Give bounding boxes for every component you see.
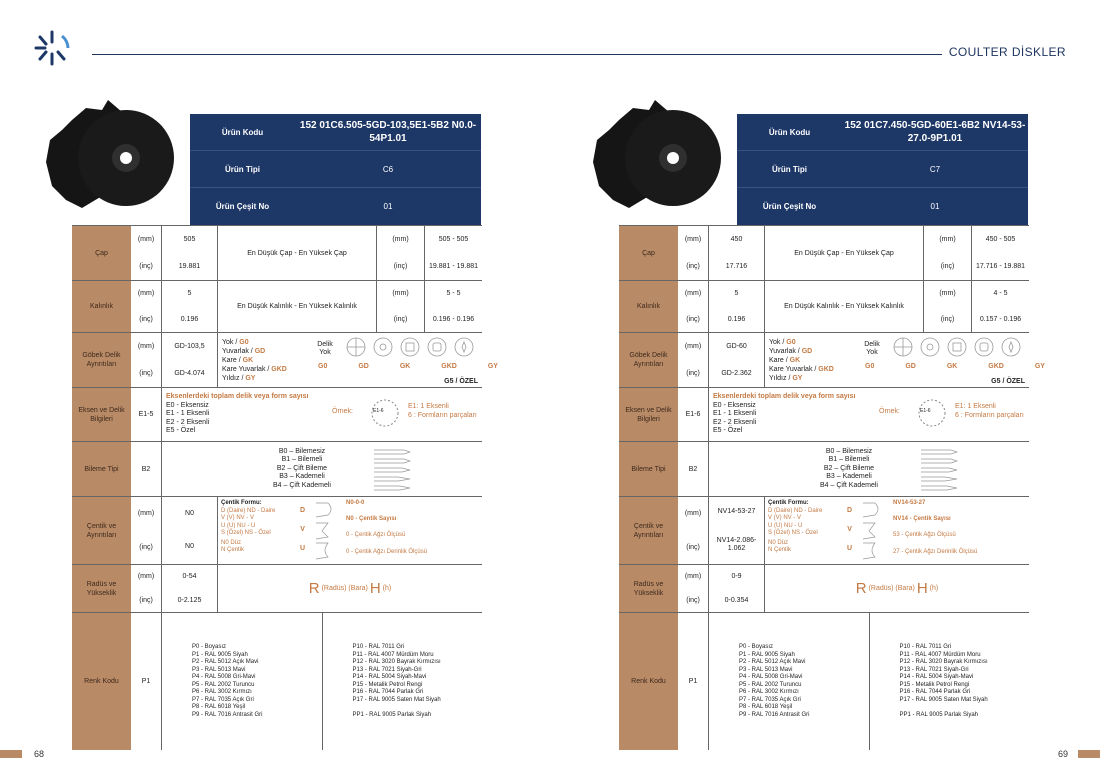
label-cesit-no: Ürün Çeşit No: [762, 202, 817, 211]
label-cesit-no: Ürün Çeşit No: [215, 202, 270, 211]
color-code: P13 - RAL 7021 Siyah-Gri: [352, 666, 422, 673]
notch-letter: V: [847, 526, 852, 533]
label-eksen: Eksen ve Delik Bilgileri: [72, 388, 131, 441]
notch-form-option: U (U) NU - U: [221, 522, 256, 529]
row-radus: Radüs ve Yükseklik (mm) (inç) 0-54 0-2.125 R (Radüs) (Bara) H (h): [72, 565, 482, 613]
axis-option: E2 - 2 Eksenli: [713, 418, 757, 426]
notch-letter: D: [847, 507, 853, 514]
hub-code: GKD: [441, 363, 457, 370]
color-code: PP1 - RAL 9005 Parlak Siyah: [899, 711, 978, 718]
color-code: P15 - Metalik Petrol Rengi: [899, 681, 970, 688]
color-code: P3 - RAL 5013 Mavi: [192, 666, 246, 673]
notch-shape-icons: [861, 501, 883, 561]
cap-inc: 19.881: [178, 263, 201, 270]
label-urun-tipi: Ürün Tipi: [225, 164, 260, 174]
page-tab-left: [0, 750, 22, 758]
axis-option: E1 - 1 Eksenli: [713, 410, 757, 418]
gobek-detail: Yok / G0 Yuvarlak / GD Kare / GK Kare Yuvarlak / GKD Yıldız / GY Delik Yok G0 GD GK GKD GY G5 / ÖZEL: [764, 333, 1029, 387]
color-code: P3 - RAL 5013 Mavi: [739, 666, 793, 673]
color-code: P1 - RAL 9005 Siyah: [192, 651, 248, 658]
notch-form-option: S (Özel) NS - Özel: [768, 530, 818, 536]
label-urun-kodu: Ürün Kodu: [768, 127, 811, 137]
product-code: 152 01C7.450-5GD-60E1-6B2 NV14-53-27.0-9P1.01: [844, 120, 1026, 144]
hub-code: GD: [905, 363, 916, 370]
label-kalinlik: Kalınlık: [619, 281, 678, 332]
hub-option: Yok / G0: [769, 338, 796, 346]
row-gobek: Göbek Delik Ayrıntıları (mm) (inç) GD-103,5 GD-4.074 Yok / G0 Yuvarlak / GD Kare / GK Kare Yuvarlak / GKD Yıldız / GY Delik Yok G0 GD GK GKD GY G5 / ÖZEL: [72, 333, 482, 388]
axis-option: E0 - Eksensiz: [713, 401, 756, 409]
header-rule: [92, 54, 942, 55]
product-variant-no: 01: [383, 202, 393, 211]
color-code: P0 - Boyasız: [739, 644, 774, 650]
hub-option: Yıldız / GY: [769, 374, 803, 382]
color-code: P7 - RAL 7035 Açık Gri: [192, 696, 254, 703]
cap-range-label: En Düşük Çap - En Yüksek Çap: [217, 226, 376, 280]
label-centik: Çentik ve Ayrıntıları: [72, 497, 131, 564]
notch-letter: V: [300, 526, 305, 533]
notch-form-option: D (Daire) ND - Daire: [768, 507, 823, 514]
label-gobek: Göbek Delik Ayrıntıları: [72, 333, 131, 387]
label-centik: Çentik ve Ayrıntıları: [619, 497, 678, 564]
color-code: P7 - RAL 7035 Açık Gri: [739, 696, 801, 703]
sharpen-option: B4 – Çift Kademeli: [820, 481, 878, 489]
notch-letter: U: [847, 545, 853, 552]
hub-code: GY: [487, 363, 498, 370]
cap-mm: 450: [730, 236, 743, 243]
label-urun-tipi: Ürün Tipi: [772, 164, 807, 174]
color-code: P6 - RAL 3002 Kırmızı: [739, 689, 799, 695]
axis-option: E5 - Özel: [166, 427, 196, 435]
hub-option: Kare Yuvarlak / GKD: [769, 365, 834, 373]
color-code: P8 - RAL 6018 Yeşil: [192, 704, 246, 710]
label-bileme: Bileme Tipi: [619, 442, 678, 496]
color-code: P1 - RAL 9005 Siyah: [739, 651, 795, 658]
sharpen-option: B3 – Kademeli: [826, 473, 872, 481]
row-eksen: Eksen ve Delik Bilgileri E1-6 Eksenlerdeki toplam delik veya form sayısı E0 - Eksensiz E1 - 1 Eksenli E2 - 2 Eksenli E5 - Özel Örnek: E1-6 E1: 1 Eksenli 6 : Formların parçaları: [619, 388, 1029, 442]
sharpen-option: B2 – Çift Bileme: [276, 464, 328, 472]
notch-form-option: U (U) NU - U: [768, 522, 803, 529]
label-renk: Renk Kodu: [72, 613, 131, 750]
row-kalinlik: Kalınlık (mm) (inç) 5 0.196 En Düşük Kalınlık - En Yüksek Kalınlık (mm) (inç) 5 - 5 0.196 - 0.196: [72, 281, 482, 333]
color-code: P2 - RAL 5012 Açık Mavi: [192, 659, 259, 665]
row-renk: Renk Kodu P1 P0 - Boyasız P1 - RAL 9005 Siyah P2 - RAL 5012 Açık Mavi P3 - RAL 5013 Mavi P4 - RAL 5008 Gri-Mavi P5 - RAL 2002 Turuncu P6 - RAL 3002 Kırmızı P7 - RAL 7035 Açık Gri P8 - RAL 6018 Yeşil P9 - RAL 7016 Antrasit Gri P10 - RAL 7011 Gri P11 - RAL 4007 Mürdüm Moru P12 - RAL 3020 Bayrak Kırmızısı P13 - RAL 7021 Siyah-Gri P14 - RAL 5004 Siyah-Mavi P15 - Metalik Petrol Rengi P16 - RAL 7044 Parlak Gri P17 - RAL 9005 Saten Mat Siyah PP1 - RAL 9005 Parlak Siyah: [72, 613, 482, 750]
row-kalinlik: Kalınlık (mm) (inç) 5 0.196 En Düşük Kalınlık - En Yüksek Kalınlık (mm) (inç) 4 - 5 0.157 - 0.196: [619, 281, 1029, 333]
color-code: P5 - RAL 2002 Turuncu: [739, 681, 802, 688]
color-code: P15 - Metalik Petrol Rengi: [352, 681, 423, 688]
hub-option: Kare Yuvarlak / GKD: [222, 365, 287, 373]
page-tab-right: [1078, 750, 1100, 758]
label-kalinlik: Kalınlık: [72, 281, 131, 332]
axis-option: E1 - 1 Eksenli: [166, 410, 210, 418]
color-code: [353, 704, 441, 712]
cap-range-label: En Düşük Çap - En Yüksek Çap: [764, 226, 923, 280]
coulter-disc-image: [42, 100, 202, 220]
notch-form-option: S (Özel) NS - Özel: [221, 530, 271, 536]
hub-code: GK: [946, 363, 958, 370]
color-code: P2 - RAL 5012 Açık Mavi: [739, 659, 806, 665]
axis-option: E5 - Özel: [713, 427, 743, 435]
page-number-left: 68: [34, 749, 45, 759]
label-urun-kodu: Ürün Kodu: [221, 127, 264, 137]
color-code: P5 - RAL 2002 Turuncu: [192, 681, 255, 688]
row-bileme: Bileme Tipi B2 B0 – Bilemesiz B1 – Bilemeli B2 – Çift Bileme B3 – Kademeli B4 – Çift Kademeli: [619, 442, 1029, 497]
color-code: P13 - RAL 7021 Siyah-Gri: [899, 666, 969, 673]
hub-shape-icons: [346, 337, 486, 357]
color-code: P6 - RAL 3002 Kırmızı: [192, 689, 252, 695]
product-type: C6: [382, 164, 394, 174]
hub-option: Kare / GK: [222, 356, 254, 364]
label-eksen: Eksen ve Delik Bilgileri: [619, 388, 678, 441]
row-radus: Radüs ve Yükseklik (mm) (inç) 0-9 0-0.354 R (Radüs) (Bara) H (h): [619, 565, 1029, 613]
row-cap: Çap (mm) (inç) 505 19.881 En Düşük Çap - En Yüksek Çap (mm) (inç) 505 - 505 19.881 - 19.881: [72, 226, 482, 281]
color-code: P14 - RAL 5004 Siyah-Mavi: [352, 674, 427, 680]
hub-option: Yuvarlak / GD: [769, 347, 813, 355]
color-code: P12 - RAL 3020 Bayrak Kırmızısı: [352, 659, 441, 665]
gobek-detail: Yok / G0 Yuvarlak / GD Kare / GK Kare Yuvarlak / GKD Yıldız / GY Delik Yok G0 GD GK GKD GY G5 / ÖZEL: [217, 333, 482, 387]
sharpen-option: B0 – Bilemesiz: [278, 447, 326, 455]
color-code: P17 - RAL 9005 Saten Mat Siyah: [899, 696, 988, 703]
color-code: P16 - RAL 7044 Parlak Gri: [352, 689, 424, 695]
color-code: P10 - RAL 7011 Gri: [899, 644, 952, 650]
hub-option: Yok / G0: [222, 338, 249, 346]
color-code: PP1 - RAL 9005 Parlak Siyah: [352, 711, 431, 718]
sharpen-option: B1 – Bilemeli: [281, 456, 323, 464]
product-type: C7: [929, 164, 941, 174]
cap-mm: 505: [183, 236, 196, 243]
notch-form-option: V (V) NV - V: [768, 515, 802, 521]
brand-logo-icon: [32, 28, 72, 68]
notch-form-option: D (Daire) ND - Daire: [221, 507, 276, 514]
sharpen-option: B1 – Bilemeli: [828, 456, 870, 464]
row-cap: Çap (mm) (inç) 450 17.716 En Düşük Çap - En Yüksek Çap (mm) (inç) 450 - 505 17.716 - 19.881: [619, 226, 1029, 281]
notch-shape-icons: [314, 501, 336, 561]
row-renk: Renk Kodu P1 P0 - Boyasız P1 - RAL 9005 Siyah P2 - RAL 5012 Açık Mavi P3 - RAL 5013 Mavi P4 - RAL 5008 Gri-Mavi P5 - RAL 2002 Turuncu P6 - RAL 3002 Kırmızı P7 - RAL 7035 Açık Gri P8 - RAL 6018 Yeşil P9 - RAL 7016 Antrasit Gri P10 - RAL 7011 Gri P11 - RAL 4007 Mürdüm Moru P12 - RAL 3020 Bayrak Kırmızısı P13 - RAL 7021 Siyah-Gri P14 - RAL 5004 Siyah-Mavi P15 - Metalik Petrol Rengi P16 - RAL 7044 Parlak Gri P17 - RAL 9005 Saten Mat Siyah PP1 - RAL 9005 Parlak Siyah: [619, 613, 1029, 750]
hub-code: GKD: [988, 363, 1004, 370]
color-code: P16 - RAL 7044 Parlak Gri: [899, 689, 971, 695]
product-header: [737, 114, 1028, 225]
product-code: 152 01C6.505-5GD-103,5E1-5B2 N0.0-54P1.01: [299, 120, 477, 144]
page-number-right: 69: [1058, 749, 1069, 759]
sharpen-option: B4 – Çift Kademeli: [273, 481, 331, 489]
spec-table: [72, 225, 498, 750]
color-code: P11 - RAL 4007 Mürdüm Moru: [899, 651, 981, 658]
sharpen-option: B0 – Bilemesiz: [825, 447, 873, 455]
label-renk: Renk Kodu: [619, 613, 678, 750]
row-bileme: Bileme Tipi B2 B0 – Bilemesiz B1 – Bilemeli B2 – Çift Bileme B3 – Kademeli B4 – Çift Kademeli: [72, 442, 482, 497]
hub-code: GD: [358, 363, 369, 370]
notch-letter: D: [300, 507, 306, 514]
color-code: P0 - Boyasız: [192, 644, 227, 650]
color-code: P8 - RAL 6018 Yeşil: [739, 704, 793, 710]
hub-code: G0: [865, 363, 875, 370]
axis-option: E2 - 2 Eksenli: [166, 418, 210, 426]
label-cap: Çap: [72, 226, 131, 280]
color-code: P4 - RAL 5008 Gri-Mavi: [192, 674, 256, 680]
hub-option: Yuvarlak / GD: [222, 347, 266, 355]
color-code: P4 - RAL 5008 Gri-Mavi: [739, 674, 803, 680]
sharpen-profile-icons: [372, 446, 412, 492]
notch-form-option: V (V) NV - V: [221, 515, 255, 521]
row-eksen: Eksen ve Delik Bilgileri E1-5 Eksenlerdeki toplam delik veya form sayısı E0 - Eksensiz E1 - 1 Eksenli E2 - 2 Eksenli E5 - Özel Örnek: E1-6 E1: 1 Eksenli 6 : Formların parçaları: [72, 388, 482, 442]
product-variant-no: 01: [930, 202, 940, 211]
hub-option: Kare / GK: [769, 356, 801, 364]
hub-shape-icons: [893, 337, 1033, 357]
label-bileme: Bileme Tipi: [72, 442, 131, 496]
hub-code: G0: [318, 363, 328, 370]
notch-letter: U: [300, 545, 306, 552]
color-code: [900, 704, 988, 712]
row-centik: Çentik ve Ayrıntıları (mm) (inç) NV14-53-27 NV14-2.086-1.062 Çentik Formu: D (Daire) ND - Daire V (V) NV - V U (U) NU - U S (Özel) NS - Özel N0 Düz N Çentik D V U NV14-53-27 NV14 - Çentik Sayısı 53 - Çentik Ağzı Ölçüsü 27 - Çentik Ağzı Derinlik Ölçüsü: [619, 497, 1029, 565]
color-code: P14 - RAL 5004 Siyah-Mavi: [899, 674, 974, 680]
sharpen-option: B2 – Çift Bileme: [823, 464, 875, 472]
label-cap: Çap: [619, 226, 678, 280]
section-title: COULTER DİSKLER: [948, 45, 1066, 59]
hub-option: Yıldız / GY: [222, 374, 256, 382]
cap-inc: 17.716: [725, 263, 748, 270]
row-centik: Çentik ve Ayrıntıları (mm) (inç) N0 N0 Çentik Formu: D (Daire) ND - Daire V (V) NV - V U (U) NU - U S (Özel) NS - Özel N0 Düz N Çentik D V U N0-0-0 N0 - Çentik Sayısı 0 - Çentik Ağzı Ölçüsü 0 - Çentik Ağzı Derinlik Ölçüsü: [72, 497, 482, 565]
hub-code: GY: [1034, 363, 1045, 370]
color-code: P9 - RAL 7016 Antrasit Gri: [739, 711, 810, 718]
color-code: P12 - RAL 3020 Bayrak Kırmızısı: [899, 659, 988, 665]
label-radus: Radüs ve Yükseklik: [72, 565, 131, 612]
axis-option: E0 - Eksensiz: [166, 401, 209, 409]
color-code: P9 - RAL 7016 Antrasit Gri: [192, 711, 263, 718]
color-code: P11 - RAL 4007 Mürdüm Moru: [352, 651, 434, 658]
color-code: P10 - RAL 7011 Gri: [352, 644, 405, 650]
sharpen-option: B3 – Kademeli: [279, 473, 325, 481]
product-header: [190, 114, 481, 225]
row-gobek: Göbek Delik Ayrıntıları (mm) (inç) GD-60 GD-2.362 Yok / G0 Yuvarlak / GD Kare / GK Kare Yuvarlak / GKD Yıldız / GY Delik Yok G0 GD GK GKD GY G5 / ÖZEL: [619, 333, 1029, 388]
hub-code: GK: [399, 363, 411, 370]
sharpen-profile-icons: [919, 446, 959, 492]
color-code: P17 - RAL 9005 Saten Mat Siyah: [352, 696, 441, 703]
label-gobek: Göbek Delik Ayrıntıları: [619, 333, 678, 387]
label-radus: Radüs ve Yükseklik: [619, 565, 678, 612]
spec-table: [619, 225, 1045, 750]
coulter-disc-image: [589, 100, 749, 220]
